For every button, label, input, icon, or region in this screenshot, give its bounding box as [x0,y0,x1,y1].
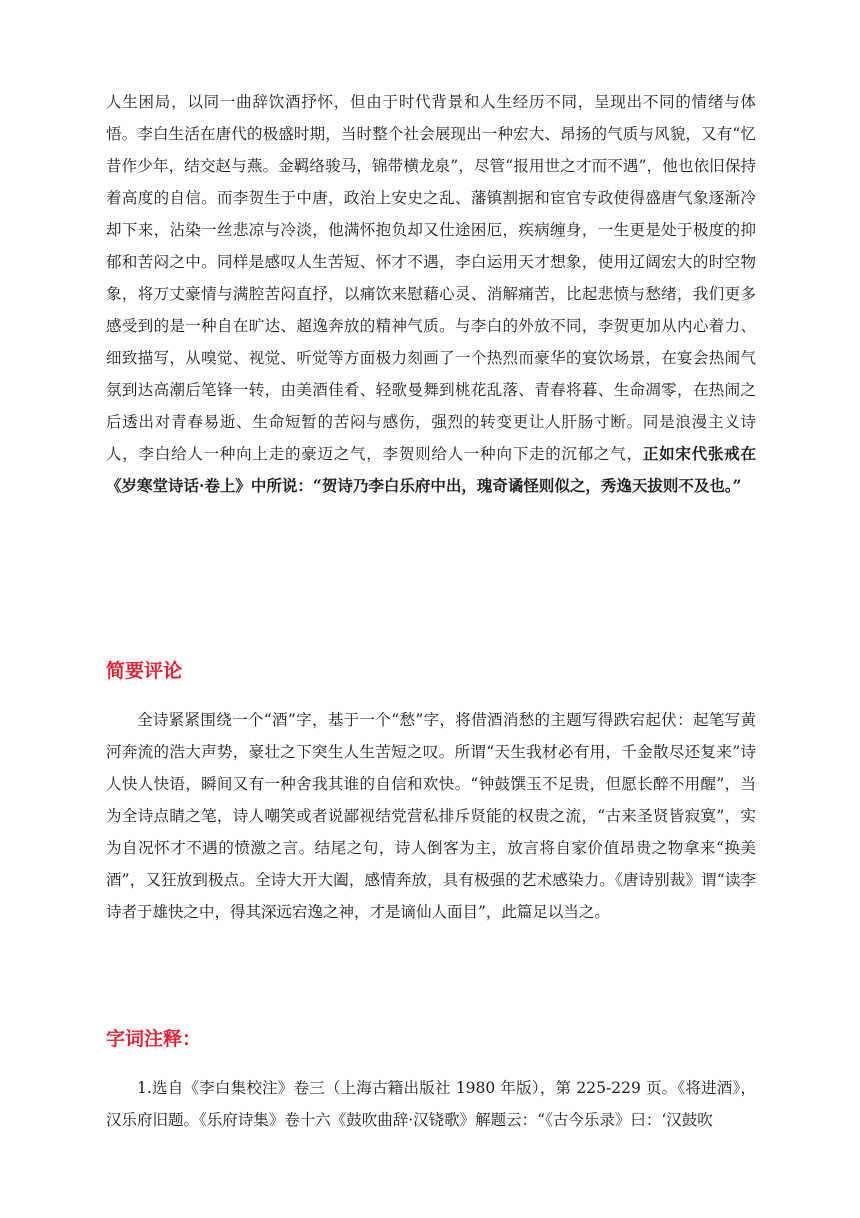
analysis-paragraph [106,86,756,502]
word-notes-paragraph: 1.选自《李白集校注》卷三（上海古籍出版社 1980 年版），第 225-229 页。《将进酒》，汉乐府旧题。《乐府诗集》卷十六《鼓吹曲辞·汉铙歌》解题云：“《古今乐录》曰：‘汉鼓吹 [106,1079,756,1129]
analysis-bold-quote: 正如宋代张戒在《岁寒堂诗话·卷上》中所说：“贺诗乃李白乐府中出，瑰奇谲怪则似之，秀逸天拔则不及也。” [106,444,756,495]
brief-review-heading: 简要评论 [106,660,183,682]
analysis-text: 人生困局，以同一曲辞饮酒抒怀，但由于时代背景和人生经历不同，呈现出不同的情绪与体悟。李白生活在唐代的极盛时期，当时整个社会展现出一种宏大、昂扬的气质与风貌，又有“忆昔作少年，结交赵与燕。金羁络骏马，锦带横龙泉”，尽管“报用世之才而不遇”，他也依旧保持着高度的自信。而李贺生于中唐，政治上安史之乱、藩镇割据和宦官专政使得盛唐气象逐渐冷却下来，沾染一丝悲凉与冷淡，他满怀抱负却又仕途困厄，疾病缠身，一生更是处于极度的抑郁和苦闷之中。同样是感叹人生苦短、怀才不遇，李白运用天才想象，使用辽阔宏大的时空物象，将万丈豪情与满腔苦闷直抒，以痛饮来慰藉心灵、消解痛苦，比起悲愤与愁绪，我们更多感受到的是一种自在旷达、超逸奔放的精神气质。与李白的外放不同，李贺更加从内心着力、细致描写，从嗅觉、视觉、听觉等方面极力刻画了一个热烈而豪华的宴饮场景，在宴会热闹气氛到达高潮后笔锋一转，由美酒佳肴、轻歌曼舞到桃花乱落、青春将暮、生命凋零，在热闹之后透出对青春易逝、生命短暂的苦闷与感伤，强烈的转变更让人肝肠寸断。同是浪漫主义诗人，李白给人一种向上走的豪迈之气，李贺则给人一种向下走的沉郁之气， [106,93,756,463]
brief-review-paragraph: 全诗紧紧围绕一个“酒”字，基于一个“愁”字，将借酒消愁的主题写得跌宕起伏：起笔写黄河奔流的浩大声势，豪壮之下突生人生苦短之叹。所谓“天生我材必有用，千金散尽还复来”诗人快人快语，瞬间又有一种舍我其谁的自信和欢快。“钟鼓馔玉不足贵，但愿长醉不用醒”，当为全诗点睛之笔，诗人嘲笑或者说鄙视结党营私排斥贤能的权贵之流，“古来圣贤皆寂寞”，实为自况怀才不遇的愤激之言。结尾之句，诗人倒客为主，放言将自家价值昂贵之物拿来“换美酒”，又狂放到极点。全诗大开大阖，感情奔放，具有极强的艺术感染力。《唐诗别裁》谓“读李诗者于雄快之中，得其深远宕逸之神，才是谪仙人面目”，此篇足以当之。 [106,711,756,921]
word-notes-heading: 字词注释： [106,1028,202,1050]
